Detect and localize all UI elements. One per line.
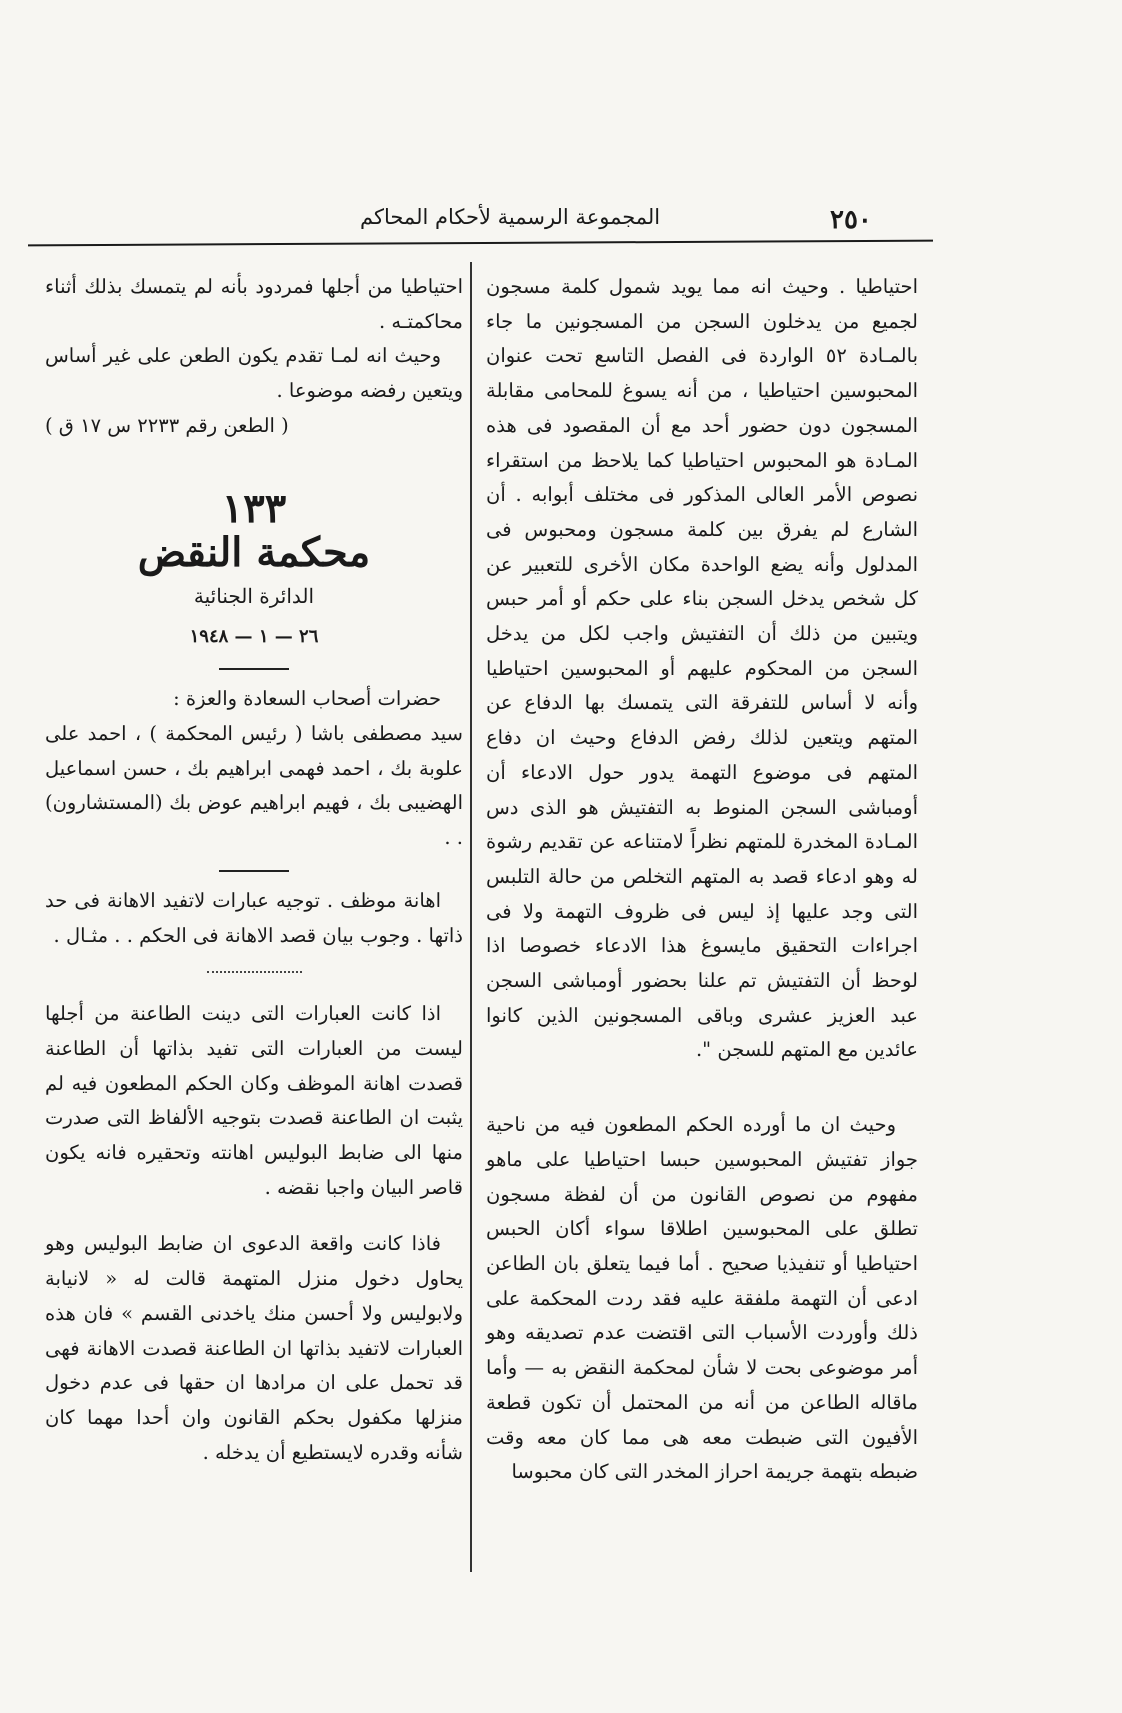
column-divider — [470, 262, 472, 1572]
page-number: ٢٥٠ — [830, 205, 872, 235]
rejection-paragraph: وحيث انه لمـا تقدم يكون الطعن على غير أساس ويتعين رفضه موضوعا . — [45, 344, 463, 403]
bench-title: حضرات أصحاب السعادة والعزة : — [173, 687, 441, 711]
left-column — [45, 270, 463, 1470]
dotted-divider — [207, 971, 302, 973]
division-name: الدائرة الجنائية — [193, 583, 315, 608]
case-reference: ( الطعن رقم ٢٢٣٣ س ١٧ ق ) — [45, 413, 289, 437]
headnote-summary: اهانة موظف . توجيه عبارات لاتفيد الاهانة فى حد ذاتها . وجوب بيان قصد الاهانة فى الحكم . . مثـال . — [45, 888, 463, 947]
running-title: المجموعة الرسمية لأحكام المحاكم — [360, 205, 661, 229]
bench-members: سيد مصطفى باشا ( رئيس المحكمة ) ، احمد على علوبة بك ، احمد فهمى ابراهيم بك ، حسن اسماعيل الهضيبى بك ، فهيم ابراهيم عوض بك (المستشارون) . . — [45, 722, 463, 850]
right-paragraph-1: احتياطيا . وحيث انه مما يويد شمول كلمة مسجون لجميع من يدخلون السجن من المسجونين ما جاء بالمـادة ٥٢ الواردة فى الفصل التاسع تحت عنوان المحبوسين احتياطيا ، من أنه يسوغ للمحامى مقابلة المسجون دون حضور أحد مع أن المقصود فى هذه المـادة هو المحبوس احتياطيا كما يلاحظ من استقراء نصوص الأمر العالى المذكور فى مختلف أبوابه . أن الشارع لم يفرق بين كلمة مسجون ومحبوس فى المدلول وأنه يضع الواحدة مكان الأخرى للتعبير عن كل شخص يدخل السجن بناء على حكم أو أمر حبس ويتبين من ذلك أن التفتيش واجب لكل من يدخل السجن من المحكوم عليهم أو المحبوسين احتياطيا وأنه لا أساس للتفرقة التى يتمسك بها الدفاع عن المتهم ويتعين لذلك رفض الدفاع وحيث ان دفاع المتهم فى موضوع التهمة يدور حول الادعاء أن أومباشى السجن المنوط به التفتيش هو الذى دس المـادة المخدرة للمتهم نظراً لامتناعه عن تقديم رشوة له وهو ادعاء قصد به المتهم التخلص من حالة التلبس التى وجد عليها إذ ليس فى ظروف التهمة ولا فى اجراءات التحقيق مايسوغ هذا الادعاء خصوصا اذا لوحظ أن التفتيش تم علنا بحضور أومباشى السجن عبد العزيز عشرى وباقى المسجونين الذين كانوا عائدين مع المتهم للسجن ". — [486, 275, 918, 1062]
ruling-paragraph-2: فاذا كانت واقعة الدعوى ان ضابط البوليس وهو يحاول دخول منزل المتهمة قالت له « لانيابة ولابوليس ولا أحسن منك ياخدنى القسم » فان هذه العبارات لاتفيد بذاتها ان الطاعنة قصدت الاهانة فهى قد تحمل على ان مرادها ان حقها فى عدم دخول منزلها مكفول بحكم القانون وان أحدا مهما كان شأنه وقدره لايستطيع أن يدخله . — [45, 1232, 463, 1464]
section-rule-2 — [219, 870, 289, 872]
section-rule — [219, 668, 289, 670]
right-column — [486, 270, 918, 1490]
case-number: ١٣٣ — [221, 484, 287, 532]
right-paragraph-2: وحيث ان ما أورده الحكم المطعون فيه من ناحية جواز تفتيش المحبوسين حبسا احتياطيا على ماهو مفهوم من نصوص القانون من أن لفظة مسجون تطلق على المحبوسين اطلاقا سواء أكان الحبس احتياطيا أو تنفيذيا صحيح . أما فيما يتعلق بان الطاعن ادعى أن التهمة ملفقة عليه فقد ردت المحكمة على ذلك وأوردت الأسباب التى اقتضت عدم تصديقه وهو أمر موضوعى بحت لا شأن لمحكمة النقض به — وأما ماقاله الطاعن من أنه من المحتمل أن تكون قطعة الأفيون التى ضبطت معه هى مما كان معه وقت ضبطه بتهمة جريمة احراز المخدر التى كان محبوسا — [486, 1113, 918, 1484]
ruling-paragraph-1: اذا كانت العبارات التى دينت الطاعنة من أجلها ليست من العبارات التى تفيد بذاتها أن الطاعنة قصدت اهانة الموظف وكان الحكم المطعون فيه لم يثبت ان الطاعنة قصدت بتوجيه الألفاظ التى صدرت منها الى ضابط البوليس اهانته وتحقيره فانه يكون قاصر البيان واجبا نقضه . — [45, 1002, 463, 1199]
court-name: محكمة النقض — [137, 529, 371, 577]
decision-date: ٢٦ — ١ — ١٩٤٨ — [189, 625, 319, 647]
page-header — [30, 205, 930, 245]
continuation-paragraph: احتياطيا من أجلها فمردود بأنه لم يتمسك بذلك أثناء محاكمتـه . — [45, 275, 463, 333]
